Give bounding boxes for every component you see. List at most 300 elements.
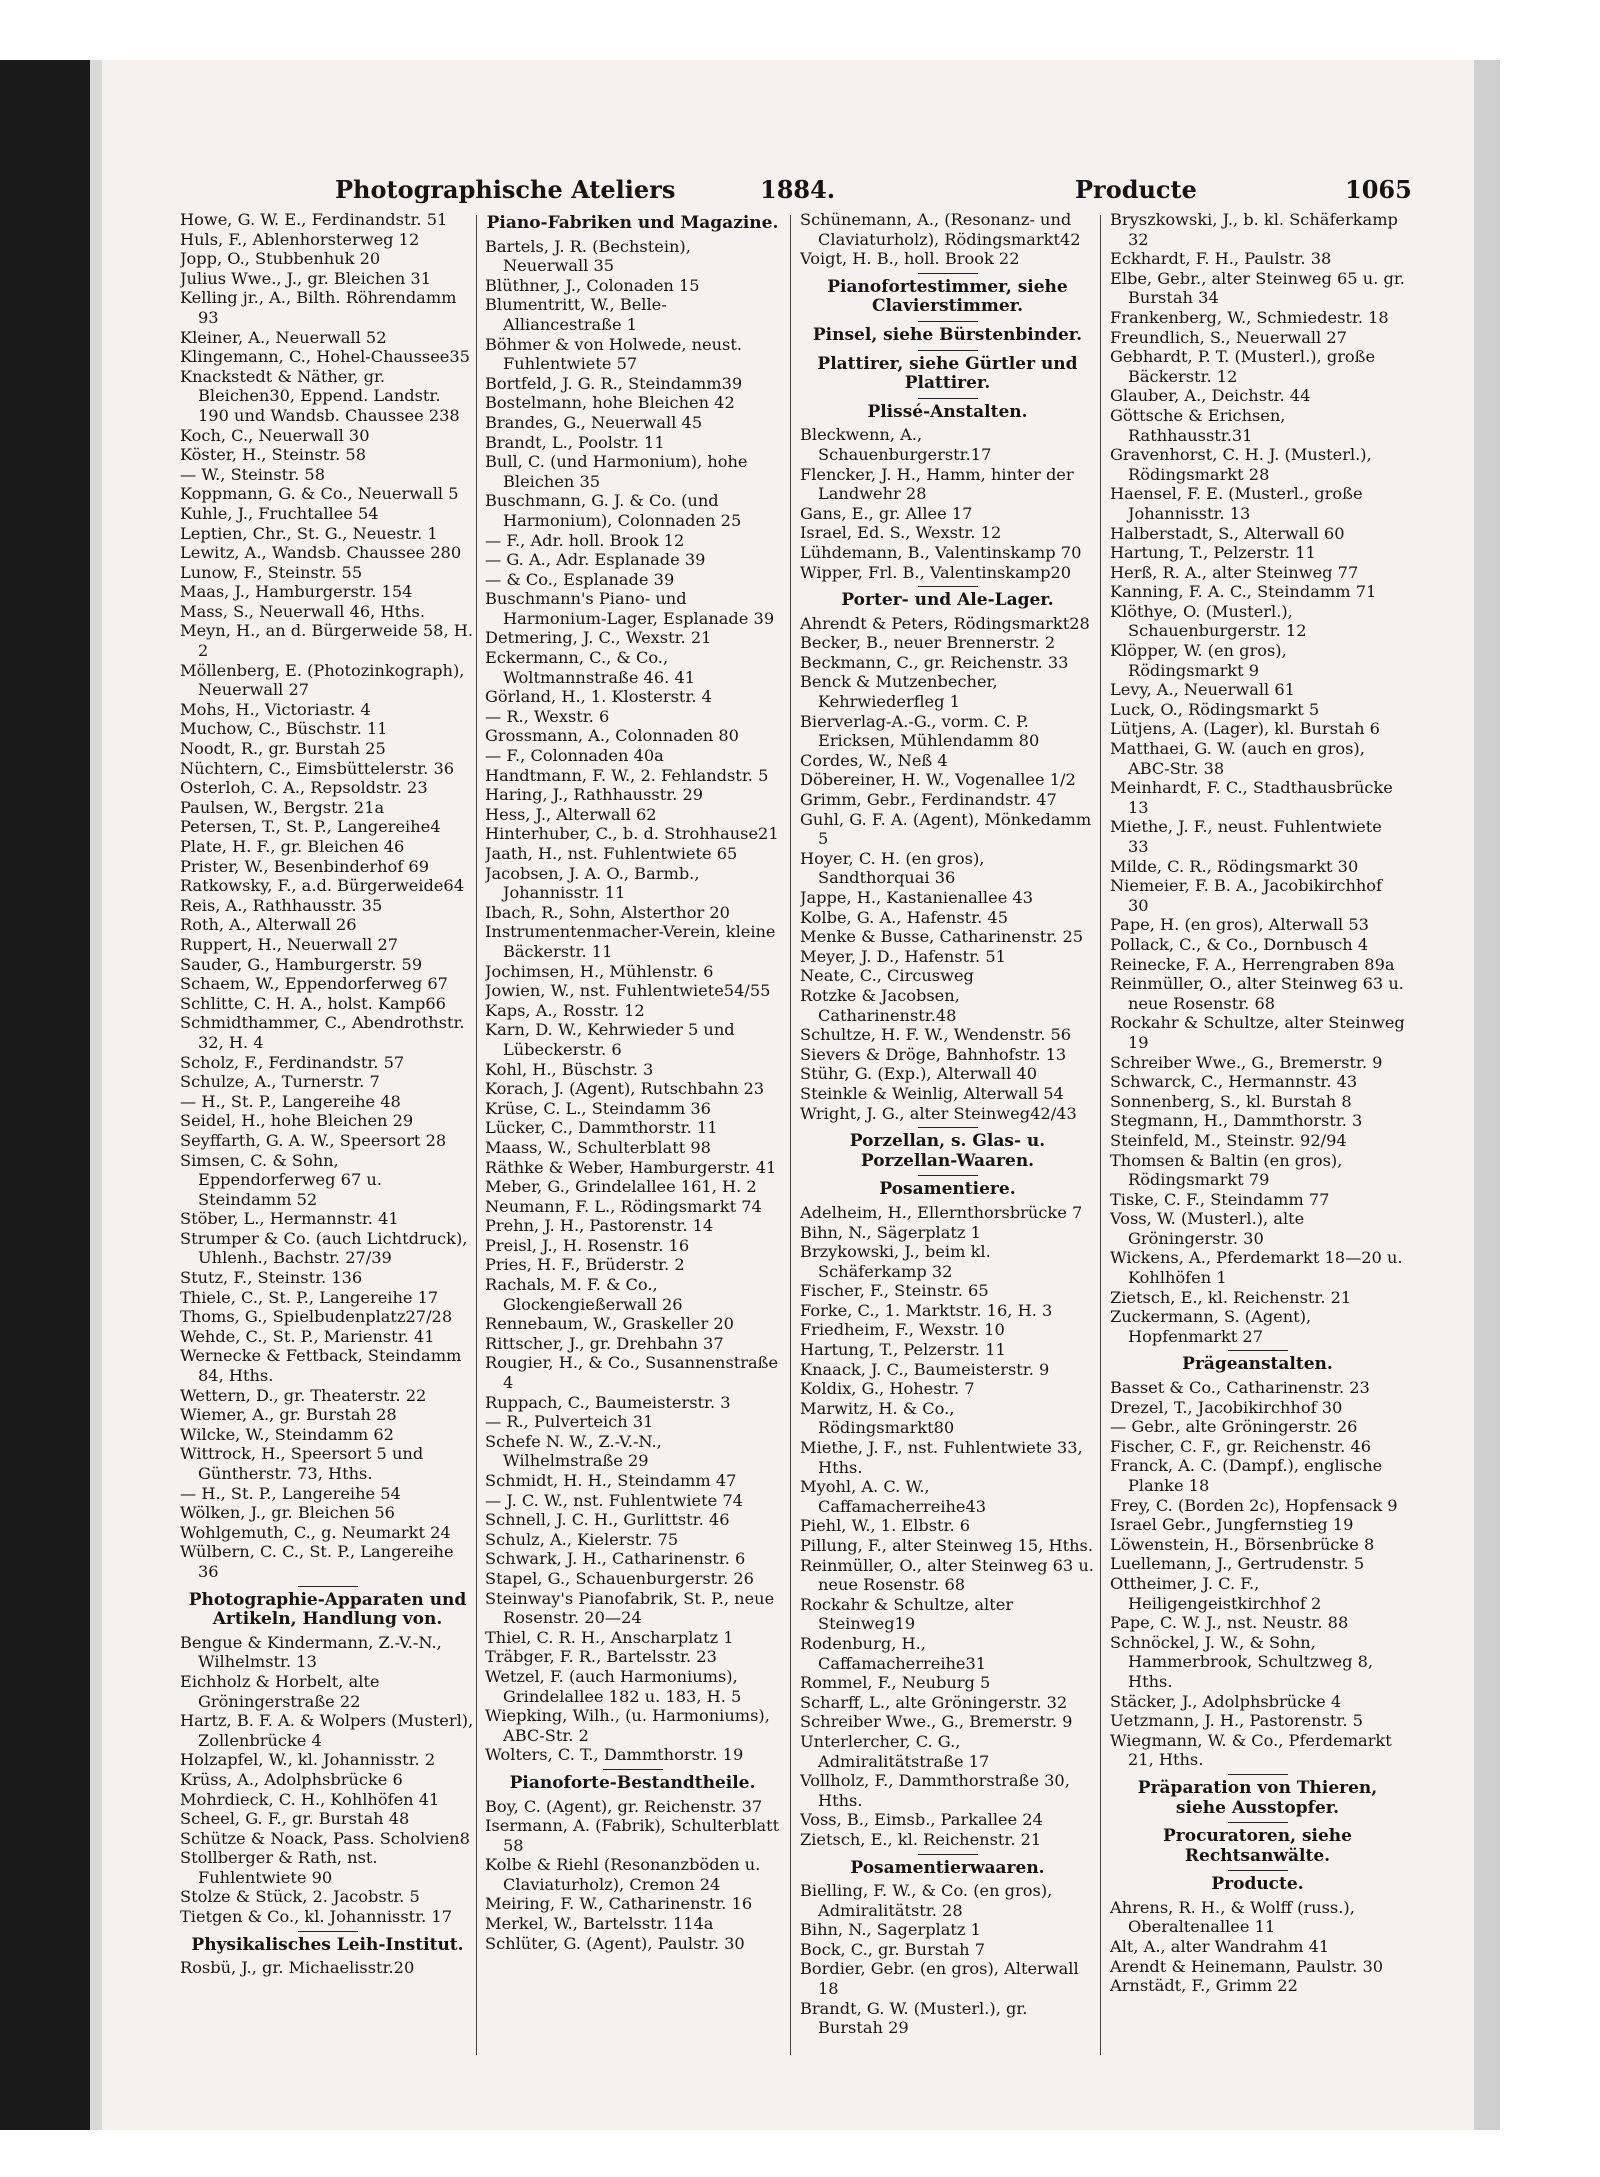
directory-entry: Bartels, J. R. (Bechstein), Neuerwall 35 bbox=[485, 236, 691, 276]
directory-entry: Hess, J., Alterwall 62 bbox=[485, 804, 657, 824]
directory-entry: Wetzel, F. (auch Harmoniums), Grindelallee 182 u. 183, H. 5 bbox=[485, 1666, 742, 1706]
directory-entry: Lücker, C., Dammthorstr. 11 bbox=[485, 1118, 718, 1138]
directory-entry: Jowien, W., nst. Fuhlentwiete54/55 bbox=[485, 981, 771, 1001]
directory-entry: — & Co., Esplanade 39 bbox=[485, 569, 675, 589]
section-heading: Plattirer, siehe Gürtler und Plattirer. bbox=[817, 353, 1078, 394]
directory-entry: Schütze & Noack, Pass. Scholvien8 bbox=[180, 1828, 470, 1848]
directory-entry: Jacobsen, J. A. O., Barmb., Johannisstr. 11 bbox=[485, 863, 700, 903]
directory-entry: Koch, C., Neuerwall 30 bbox=[180, 425, 370, 445]
section-heading: Plissé-Anstalten. bbox=[867, 401, 1028, 422]
section-heading: Procuratoren, siehe Rechtsanwälte. bbox=[1163, 1826, 1352, 1866]
column-divider bbox=[790, 215, 791, 2055]
directory-entry: Koppmann, G. & Co., Neuerwall 5 bbox=[180, 484, 459, 504]
directory-entry: Wipper, Frl. B., Valentinskamp20 bbox=[800, 562, 1072, 582]
directory-entry: Thoms, G., Spielbudenplatz27/28 bbox=[180, 1307, 453, 1327]
directory-entry: Jappe, H., Kastanienallee 43 bbox=[800, 888, 1034, 907]
directory-entry: Gans, E., gr. Allee 17 bbox=[800, 503, 973, 523]
directory-entry: Rosbü, J., gr. Michaelisstr.20 bbox=[180, 1958, 415, 1978]
running-header bbox=[200, 175, 1412, 215]
directory-entry: Miethe, J. F., neust. Fuhlentwiete 33 bbox=[1110, 817, 1382, 856]
directory-entry: Möllenberg, E. (Photozinkograph), Neuerwall 27 bbox=[180, 660, 465, 700]
directory-entry: Israel Gebr., Jungfernstieg 19 bbox=[1110, 1515, 1354, 1535]
directory-entry: — H., St. P., Langereihe 48 bbox=[180, 1091, 401, 1111]
directory-entry: Steinway's Pianofabrik, St. P., neue Rosenstr. 20—24 bbox=[485, 1588, 775, 1628]
directory-entry: Karn, D. W., Kehrwieder 5 und Lübeckerstr. 6 bbox=[485, 1020, 735, 1059]
directory-entry: Strumper & Co. (auch Lichtdruck), Uhlenh., Bachstr. 27/39 bbox=[180, 1228, 468, 1268]
directory-entry: Stollberger & Rath, nst. Fuhlentwiete 90 bbox=[180, 1848, 378, 1887]
directory-entry: Frankenberg, W., Schmiedestr. 18 bbox=[1110, 307, 1389, 327]
directory-entry: Böhmer & von Holwede, neust. Fuhlentwiete 57 bbox=[485, 334, 742, 374]
section-rule bbox=[918, 1854, 978, 1855]
directory-entry: Vollholz, F., Dammthorstraße 30, Hths. bbox=[800, 1771, 1070, 1810]
directory-entry: — J. C. W., nst. Fuhlentwiete 74 bbox=[485, 1490, 743, 1510]
section-rule bbox=[918, 1175, 978, 1176]
directory-entry: — F., Colonnaden 40a bbox=[485, 746, 664, 766]
directory-entry: — Gebr., alte Gröningerstr. 26 bbox=[1110, 1417, 1358, 1437]
section-heading: Pianofortestimmer, siehe Clavierstimmer. bbox=[827, 276, 1068, 317]
section-heading: Physikalisches Leih-Institut. bbox=[191, 1934, 464, 1955]
section-heading: Photographie-Apparaten und Artikeln, Handlung von. bbox=[188, 1589, 467, 1630]
header-year: 1884. bbox=[760, 175, 836, 204]
directory-entry: Scharff, L., alte Gröningerstr. 32 bbox=[800, 1692, 1068, 1712]
directory-entry: Plate, H. F., gr. Bleichen 46 bbox=[180, 837, 405, 856]
column-4 bbox=[1110, 210, 1405, 2050]
directory-entry: Detmering, J. C., Wexstr. 21 bbox=[485, 628, 712, 648]
directory-entry: Meyer, J. D., Hafenstr. 51 bbox=[800, 946, 1006, 966]
directory-entry: Koldix, G., Hohestr. 7 bbox=[800, 1379, 975, 1399]
directory-entry: Neumann, F. L., Rödingsmarkt 74 bbox=[485, 1196, 762, 1216]
directory-entry: Meiring, F. W., Catharinenstr. 16 bbox=[485, 1894, 753, 1914]
directory-entry: Levy, A., Neuerwall 61 bbox=[1110, 680, 1295, 700]
directory-entry: Maas, J., Hamburgerstr. 154 bbox=[180, 582, 413, 602]
directory-entry: Buschmann, G. J. & Co. (und Harmonium), Colonnaden 25 bbox=[485, 491, 742, 530]
directory-entry: Alt, A., alter Wandrahm 41 bbox=[1110, 1937, 1330, 1957]
directory-entry: Kaps, A., Rosstr. 12 bbox=[485, 1000, 645, 1020]
directory-entry: Eckermann, C., & Co., Woltmannstraße 46. 41 bbox=[485, 648, 696, 687]
directory-entry: Schreiber Wwe., G., Bremerstr. 9 bbox=[800, 1712, 1073, 1732]
directory-entry: Fischer, C. F., gr. Reichenstr. 46 bbox=[1110, 1436, 1371, 1456]
section-heading: Pianoforte-Bestandtheile. bbox=[509, 1772, 756, 1793]
directory-entry: Kanning, F. A. C., Steindamm 71 bbox=[1110, 582, 1377, 602]
directory-entry: Benck & Mutzenbecher, Kehrwiederfleg 1 bbox=[800, 672, 998, 712]
directory-entry: — G. A., Adr. Esplanade 39 bbox=[485, 550, 706, 570]
directory-entry: Steinkle & Weinlig, Alterwall 54 bbox=[800, 1083, 1064, 1103]
directory-entry: Buschmann's Piano- und Harmonium-Lager, Esplanade 39 bbox=[485, 589, 775, 628]
directory-entry: Schnöckel, J. W., & Sohn, Hammerbrook, Schultzweg 8, Hths. bbox=[1110, 1632, 1374, 1691]
directory-entry: Brandes, G., Neuerwall 45 bbox=[485, 412, 703, 432]
directory-entry: Hartung, T., Pelzerstr. 11 bbox=[1110, 543, 1316, 563]
directory-entry: Gebhardt, P. T. (Musterl.), große Bäckerstr. 12 bbox=[1110, 347, 1376, 386]
directory-entry: Mohs, H., Victoriastr. 4 bbox=[180, 699, 371, 719]
directory-entry: Stolze & Stück, 2. Jacobstr. 5 bbox=[180, 1887, 420, 1907]
directory-entry: Pillung, F., alter Steinweg 15, Hths. bbox=[800, 1536, 1093, 1555]
section-rule bbox=[918, 321, 978, 322]
directory-entry: Glauber, A., Deichstr. 44 bbox=[1110, 386, 1311, 406]
directory-entry: Osterloh, C. A., Repsoldstr. 23 bbox=[180, 778, 428, 798]
directory-entry: Klöpper, W. (en gros), Rödingsmarkt 9 bbox=[1110, 641, 1287, 680]
directory-entry: Krüse, C. L., Steindamm 36 bbox=[485, 1098, 711, 1118]
directory-entry: Schwarck, C., Hermannstr. 43 bbox=[1110, 1072, 1358, 1092]
directory-entry: Schulz, A., Kielerstr. 75 bbox=[485, 1529, 679, 1549]
directory-entry: Mohrdieck, C. H., Kohlhöfen 41 bbox=[180, 1789, 440, 1809]
directory-entry: Schultze, H. F. W., Wendenstr. 56 bbox=[800, 1025, 1072, 1045]
directory-entry: Jaath, H., nst. Fuhlentwiete 65 bbox=[485, 844, 738, 863]
directory-entry: Meyn, H., an d. Bürgerweide 58, H. 2 bbox=[180, 621, 474, 661]
directory-entry: Herß, R. A., alter Steinweg 77 bbox=[1110, 562, 1359, 582]
directory-entry: — R., Wexstr. 6 bbox=[485, 706, 610, 726]
directory-entry: Sonnenberg, S., kl. Burstah 8 bbox=[1110, 1091, 1352, 1111]
directory-entry: Görland, H., 1. Klosterstr. 4 bbox=[485, 687, 712, 707]
directory-entry: Prister, W., Besenbinderhof 69 bbox=[180, 856, 430, 876]
directory-entry: Wiepking, Wilh., (u. Harmoniums), ABC-Str. 2 bbox=[485, 1706, 770, 1745]
directory-entry: Bihn, N., Sagerplatz 1 bbox=[800, 1920, 981, 1940]
directory-entry: Franck, A. C. (Dampf.), englische Planke 18 bbox=[1110, 1456, 1383, 1495]
directory-entry: Brzykowski, J., beim kl. Schäferkamp 32 bbox=[800, 1242, 991, 1281]
directory-entry: Jopp, O., Stubbenhuk 20 bbox=[180, 249, 381, 269]
directory-entry: Kolbe, G. A., Hafenstr. 45 bbox=[800, 907, 1009, 927]
directory-entry: Pape, H. (en gros), Alterwall 53 bbox=[1110, 915, 1369, 935]
directory-entry: Köster, H., Steinstr. 58 bbox=[180, 445, 367, 465]
directory-entry: Merkel, W., Bartelsstr. 114a bbox=[485, 1914, 714, 1934]
directory-entry: Forke, C., 1. Marktstr. 16, H. 3 bbox=[800, 1300, 1053, 1320]
directory-entry: Schreiber Wwe., G., Bremerstr. 9 bbox=[1110, 1052, 1383, 1072]
directory-entry: Wickens, A., Pferdemarkt 18—20 u. Kohlhöfen 1 bbox=[1110, 1248, 1403, 1288]
directory-entry: Simsen, C. & Sohn, Eppendorferweg 67 u. Steindamm 52 bbox=[180, 1150, 382, 1209]
directory-entry: Seyffarth, G. A. W., Speersort 28 bbox=[180, 1130, 447, 1150]
directory-entry: Matthaei, G. W. (auch en gros), ABC-Str. 38 bbox=[1110, 739, 1365, 778]
directory-entry: Isermann, A. (Fabrik), Schulterblatt 58 bbox=[485, 1816, 780, 1855]
directory-entry: Schlüter, G. (Agent), Paulstr. 30 bbox=[485, 1933, 745, 1953]
directory-entry: Wiegmann, W. & Co., Pferdemarkt 21, Hths. bbox=[1110, 1730, 1392, 1770]
directory-entry: Rockahr & Schultze, alter Steinweg 19 bbox=[1110, 1013, 1405, 1052]
directory-entry: Schulze, A., Turnerstr. 7 bbox=[180, 1072, 380, 1092]
directory-entry: Pape, C. W. J., nst. Neustr. 88 bbox=[1110, 1613, 1349, 1633]
directory-entry: Kuhle, J., Fruchtallee 54 bbox=[180, 503, 379, 523]
directory-entry: Marwitz, H. & Co., Rödingsmarkt80 bbox=[800, 1398, 955, 1438]
directory-entry: Steinfeld, M., Steinstr. 92/94 bbox=[1110, 1130, 1347, 1150]
directory-entry: — R., Pulverteich 31 bbox=[485, 1412, 654, 1432]
directory-entry: Friedheim, F., Wexstr. 10 bbox=[800, 1320, 1005, 1340]
directory-entry: Stegmann, H., Dammthorstr. 3 bbox=[1110, 1111, 1363, 1131]
directory-entry: Bleckwenn, A., Schauenburgerstr.17 bbox=[800, 425, 992, 464]
directory-entry: Lütjens, A. (Lager), kl. Burstah 6 bbox=[1110, 719, 1380, 739]
directory-entry: Wülbern, C. C., St. P., Langereihe 36 bbox=[180, 1542, 454, 1581]
directory-entry: Pollack, C., & Co., Dornbusch 4 bbox=[1110, 934, 1369, 954]
directory-entry: Zietsch, E., kl. Reichenstr. 21 bbox=[800, 1829, 1042, 1849]
directory-entry: Frey, C. (Borden 2c), Hopfensack 9 bbox=[1110, 1495, 1398, 1515]
directory-entry: Wittrock, H., Speersort 5 und Güntherstr. 73, Hths. bbox=[180, 1444, 424, 1483]
directory-entry: Reis, A., Rathhausstr. 35 bbox=[180, 895, 383, 915]
section-rule bbox=[1228, 1870, 1288, 1871]
directory-entry: Bihn, N., Sägerplatz 1 bbox=[800, 1222, 981, 1242]
directory-entry: Wehde, C., St. P., Marienstr. 41 bbox=[180, 1326, 435, 1346]
directory-entry: Träbger, F. R., Bartelsstr. 23 bbox=[485, 1647, 717, 1667]
directory-entry: Meinhardt, F. C., Stadthausbrücke 13 bbox=[1110, 778, 1393, 817]
directory-entry: Ahrens, R. H., & Wolff (russ.), Oberaltenallee 11 bbox=[1110, 1897, 1355, 1937]
directory-entry: Bielling, F. W., & Co. (en gros), Admiralitätstr. 28 bbox=[800, 1881, 1053, 1920]
directory-entry: Haring, J., Rathhausstr. 29 bbox=[485, 785, 704, 805]
directory-entry: Korach, J. (Agent), Rutschbahn 23 bbox=[485, 1079, 765, 1099]
directory-entry: Blumentritt, W., Belle-Alliancestraße 1 bbox=[485, 295, 667, 334]
section-heading: Posamentierwaaren. bbox=[850, 1857, 1045, 1878]
directory-entry: Klöthye, O. (Musterl.), Schauenburgerstr. 12 bbox=[1110, 601, 1307, 641]
directory-entry: Grossmann, A., Colonnaden 80 bbox=[485, 726, 739, 746]
directory-entry: Jochimsen, H., Mühlenstr. 6 bbox=[485, 961, 714, 981]
directory-entry: Instrumentenmacher-Verein, kleine Bäckerstr. 11 bbox=[485, 922, 776, 961]
directory-entry: Ahrendt & Peters, Rödingsmarkt28 bbox=[800, 613, 1090, 633]
directory-entry: Bortfeld, J. G. R., Steindamm39 bbox=[485, 373, 743, 393]
section-heading: Piano-Fabriken und Magazine. bbox=[486, 213, 779, 233]
directory-entry: Paulsen, W., Bergstr. 21a bbox=[180, 797, 385, 817]
directory-entry: Schmidthammer, C., Abendrothstr. 32, H. 4 bbox=[180, 1013, 465, 1052]
directory-entry: Eckhardt, F. H., Paulstr. 38 bbox=[1110, 249, 1332, 269]
section-rule bbox=[298, 1586, 358, 1587]
column-divider bbox=[1100, 215, 1101, 2055]
column-3 bbox=[800, 210, 1095, 2050]
directory-entry: Pries, H. F., Brüderstr. 2 bbox=[485, 1255, 685, 1275]
directory-entry: Haensel, F. E. (Musterl., große Johannisstr. 13 bbox=[1110, 484, 1363, 523]
directory-entry: Handtmann, F. W., 2. Fehlandstr. 5 bbox=[485, 765, 769, 785]
directory-entry: Boy, C. (Agent), gr. Reichenstr. 37 bbox=[485, 1796, 763, 1816]
directory-entry: Thiele, C., St. P., Langereihe 17 bbox=[180, 1287, 439, 1307]
section-heading: Porter- und Ale-Lager. bbox=[841, 590, 1054, 611]
directory-entry: Kleiner, A., Neuerwall 52 bbox=[180, 327, 387, 347]
directory-entry: Scholz, F., Ferdinandstr. 57 bbox=[180, 1052, 405, 1072]
directory-entry: Sauder, G., Hamburgerstr. 59 bbox=[180, 954, 423, 974]
directory-entry: Ratkowsky, F., a.d. Bürgerweide64 bbox=[180, 876, 465, 896]
directory-entry: Bryszkowski, J., b. kl. Schäferkamp 32 bbox=[1110, 210, 1398, 249]
column-1 bbox=[180, 210, 475, 2050]
directory-entry: Howe, G. W. E., Ferdinandstr. 51 bbox=[180, 210, 448, 229]
directory-entry: Tiske, C. F., Steindamm 77 bbox=[1110, 1189, 1330, 1209]
directory-entry: Wilcke, W., Steindamm 62 bbox=[180, 1424, 394, 1444]
column-divider bbox=[476, 215, 477, 2055]
scan-fold-edge bbox=[90, 60, 102, 2130]
directory-entry: Lühdemann, B., Valentinskamp 70 bbox=[800, 542, 1082, 562]
directory-entry: Stapel, G., Schauenburgerstr. 26 bbox=[485, 1568, 754, 1588]
directory-entry: Löwenstein, H., Börsenbrücke 8 bbox=[1110, 1534, 1375, 1554]
directory-entry: Menke & Busse, Catharinenstr. 25 bbox=[800, 927, 1084, 947]
directory-entry: Fischer, F., Steinstr. 65 bbox=[800, 1281, 989, 1301]
header-right-title: Producte bbox=[1075, 175, 1197, 204]
directory-entry: Wolters, C. T., Dammthorstr. 19 bbox=[485, 1745, 744, 1765]
directory-entry: Myohl, A. C. W., Caffamacherreihe43 bbox=[800, 1477, 987, 1516]
column-2 bbox=[485, 210, 780, 2050]
directory-entry: Lewitz, A., Wandsb. Chaussee 280 bbox=[180, 543, 462, 563]
directory-entry: Krüss, A., Adolphsbrücke 6 bbox=[180, 1769, 403, 1789]
directory-entry: — F., Adr. holl. Brook 12 bbox=[485, 530, 685, 550]
directory-entry: Voigt, H. B., holl. Brook 22 bbox=[800, 249, 1020, 269]
directory-entry: Julius Wwe., J., gr. Bleichen 31 bbox=[180, 268, 432, 288]
directory-entry: Petersen, T., St. P., Langereihe4 bbox=[180, 817, 441, 837]
directory-entry: Hoyer, C. H. (en gros), Sandthorquai 36 bbox=[800, 848, 985, 888]
directory-entry: — H., St. P., Langereihe 54 bbox=[180, 1483, 401, 1503]
section-rule bbox=[918, 273, 978, 274]
directory-entry: Maass, W., Schulterblatt 98 bbox=[485, 1137, 711, 1157]
directory-entry: Luellemann, J., Gertrudenstr. 5 bbox=[1110, 1554, 1365, 1574]
directory-entry: Stutz, F., Steinstr. 136 bbox=[180, 1268, 363, 1288]
directory-entry: Roth, A., Alterwall 26 bbox=[180, 915, 357, 935]
directory-entry: Wölken, J., gr. Bleichen 56 bbox=[180, 1503, 395, 1523]
section-rule bbox=[1228, 1774, 1288, 1775]
directory-entry: Lunow, F., Steinstr. 55 bbox=[180, 562, 363, 582]
directory-entry: Kelling jr., A., Bilth. Röhrendamm 93 bbox=[180, 288, 457, 327]
section-heading: Pinsel, siehe Bürstenbinder. bbox=[812, 324, 1083, 345]
directory-entry: — W., Steinstr. 58 bbox=[180, 464, 326, 484]
directory-entry: Reinmüller, O., alter Steinweg 63 u. neue Rosenstr. 68 bbox=[1110, 974, 1404, 1013]
directory-entry: Leptien, Chr., St. G., Neuestr. 1 bbox=[180, 523, 438, 543]
directory-entry: Huls, F., Ablenhorsterweg 12 bbox=[180, 229, 420, 249]
directory-entry: Rotzke & Jacobsen, Catharinenstr.48 bbox=[800, 985, 960, 1025]
directory-entry: Holzapfel, W., kl. Johannisstr. 2 bbox=[180, 1750, 436, 1770]
directory-entry: Rachals, M. F. & Co., Glockengießerwall 26 bbox=[485, 1275, 683, 1314]
directory-entry: Göttsche & Erichsen, Rathhausstr.31 bbox=[1110, 405, 1286, 445]
section-heading: Producte. bbox=[1211, 1874, 1304, 1895]
directory-entry: Uetzmann, J. H., Pastorenstr. 5 bbox=[1110, 1711, 1363, 1731]
directory-entry: Elbe, Gebr., alter Steinweg 65 u. gr. Burstah 34 bbox=[1110, 268, 1405, 308]
directory-entry: Israel, Ed. S., Wexstr. 12 bbox=[800, 523, 1002, 543]
directory-entry: Bierverlag-A.-G., vorm. C. P. Ericksen, Mühlendamm 80 bbox=[800, 711, 1040, 751]
directory-entry: Sievers & Dröge, Bahnhofstr. 13 bbox=[800, 1044, 1067, 1064]
directory-entry: Stäcker, J., Adolphsbrücke 4 bbox=[1110, 1691, 1342, 1711]
directory-entry: Döbereiner, H. W., Vogenallee 1/2 bbox=[800, 770, 1076, 790]
directory-entry: Brandt, L., Poolstr. 11 bbox=[485, 432, 665, 452]
directory-entry: Cordes, W., Neß 4 bbox=[800, 750, 948, 770]
directory-entry: Thomsen & Baltin (en gros), Rödingsmarkt 79 bbox=[1110, 1150, 1343, 1190]
directory-entry: Eichholz & Horbelt, alte Gröningerstraße 22 bbox=[180, 1671, 380, 1711]
directory-entry: Adelheim, H., Ellernthorsbrücke 7 bbox=[800, 1202, 1083, 1222]
section-rule bbox=[918, 350, 978, 351]
directory-entry: Ruppach, C., Baumeisterstr. 3 bbox=[485, 1392, 731, 1412]
directory-entry: Flencker, J. H., Hamm, hinter der Landwehr 28 bbox=[800, 464, 1074, 504]
directory-entry: Voss, B., Eimsb., Parkallee 24 bbox=[800, 1810, 1043, 1830]
directory-entry: Guhl, G. F. A. (Agent), Mönkedamm 5 bbox=[800, 809, 1092, 849]
directory-entry: Hartz, B. F. A. & Wolpers (Musterl), Zollenbrücke 4 bbox=[180, 1711, 474, 1750]
directory-entry: Neate, C., Circusweg bbox=[800, 966, 974, 986]
directory-entry: Halberstadt, S., Alterwall 60 bbox=[1110, 523, 1345, 543]
directory-entry: Arendt & Heinemann, Paulstr. 30 bbox=[1110, 1956, 1384, 1976]
directory-entry: Meber, G., Grindelallee 161, H. 2 bbox=[485, 1177, 757, 1197]
directory-entry: Piehl, W., 1. Elbstr. 6 bbox=[800, 1516, 971, 1536]
directory-entry: Stöber, L., Hermannstr. 41 bbox=[180, 1209, 399, 1229]
directory-entry: Bock, C., gr. Burstah 7 bbox=[800, 1939, 986, 1959]
directory-entry: Prehn, J. H., Pastorenstr. 14 bbox=[485, 1216, 714, 1236]
directory-entry: Kolbe & Riehl (Resonanzböden u. Claviaturholz), Cremon 24 bbox=[485, 1855, 761, 1894]
directory-entry: Miethe, J. F., nst. Fuhlentwiete 33, Hths. bbox=[800, 1438, 1083, 1477]
directory-entry: Thiel, C. R. H., Anscharplatz 1 bbox=[485, 1627, 734, 1647]
directory-entry: Luck, O., Rödingsmarkt 5 bbox=[1110, 699, 1320, 719]
directory-entry: Schünemann, A., (Resonanz- und Claviaturholz), Rödingsmarkt42 bbox=[800, 210, 1081, 249]
directory-entry: Scheel, G. F., gr. Burstah 48 bbox=[180, 1809, 410, 1829]
directory-entry: Knackstedt & Näther, gr. Bleichen30, Eppend. Landstr. 190 und Wandsb. Chaussee 238 bbox=[180, 366, 460, 425]
directory-entry: Bostelmann, hohe Bleichen 42 bbox=[485, 393, 735, 413]
directory-entry: Ottheimer, J. C. F., Heiligengeistkirchhof 2 bbox=[1110, 1573, 1322, 1613]
directory-entry: Knaack, J. C., Baumeisterstr. 9 bbox=[800, 1359, 1050, 1379]
directory-entry: Freundlich, S., Neuerwall 27 bbox=[1110, 327, 1347, 347]
directory-entry: Becker, B., neuer Brennerstr. 2 bbox=[800, 633, 1056, 653]
directory-entry: Seidel, H., hohe Bleichen 29 bbox=[180, 1111, 414, 1131]
directory-entry: Rommel, F., Neuburg 5 bbox=[800, 1673, 991, 1693]
directory-entry: Wernecke & Fettback, Steindamm 84, Hths. bbox=[180, 1346, 462, 1386]
section-rule bbox=[918, 586, 978, 587]
section-heading: Porzellan, s. Glas- u. Porzellan-Waaren. bbox=[849, 1131, 1046, 1171]
directory-entry: Schnell, J. C. H., Gurlittstr. 46 bbox=[485, 1510, 730, 1530]
directory-entry: Niemeier, F. B. A., Jacobikirchhof 30 bbox=[1110, 876, 1383, 915]
section-rule bbox=[1228, 1822, 1288, 1823]
directory-entry: Kohl, H., Büschstr. 3 bbox=[485, 1059, 654, 1079]
directory-entry: Räthke & Weber, Hamburgerstr. 41 bbox=[485, 1157, 777, 1177]
section-heading: Posamentiere. bbox=[879, 1179, 1016, 1200]
directory-entry: Wiemer, A., gr. Burstah 28 bbox=[180, 1405, 397, 1425]
section-rule bbox=[603, 1769, 663, 1770]
directory-entry: Bordier, Gebr. (en gros), Alterwall 18 bbox=[800, 1959, 1079, 1999]
section-rule bbox=[918, 398, 978, 399]
directory-entry: Blüthner, J., Colonaden 15 bbox=[485, 275, 700, 295]
directory-entry: Milde, C. R., Rödingsmarkt 30 bbox=[1110, 856, 1359, 876]
directory-entry: Schmidt, H. H., Steindamm 47 bbox=[485, 1471, 737, 1490]
directory-entry: Bengue & Kindermann, Z.-V.-N., Wilhelmstr. 13 bbox=[180, 1632, 442, 1672]
directory-entry: Arnstädt, F., Grimm 22 bbox=[1110, 1976, 1298, 1996]
directory-entry: Noodt, R., gr. Burstah 25 bbox=[180, 739, 386, 759]
directory-entry: Wettern, D., gr. Theaterstr. 22 bbox=[180, 1385, 427, 1405]
directory-entry: Voss, W. (Musterl.), alte Gröningerstr. 30 bbox=[1110, 1209, 1305, 1248]
directory-entry: Muchow, C., Büschstr. 11 bbox=[180, 719, 388, 739]
directory-entry: Hinterhuber, C., b. d. Strohhause21 bbox=[485, 824, 779, 844]
directory-entry: Zuckermann, S. (Agent), Hopfenmarkt 27 bbox=[1110, 1307, 1312, 1346]
directory-entry: Wohlgemuth, C., g. Neumarkt 24 bbox=[180, 1522, 451, 1542]
header-left-title: Photographische Ateliers bbox=[335, 175, 676, 204]
directory-entry: Gravenhorst, C. H. J. (Musterl.), Rödingsmarkt 28 bbox=[1110, 445, 1372, 484]
section-rule bbox=[298, 1931, 358, 1932]
directory-entry: Brandt, G. W. (Musterl.), gr. Burstah 29 bbox=[800, 1998, 1028, 2038]
directory-entry: Klingemann, C., Hohel-Chaussee35 bbox=[180, 347, 470, 367]
section-rule bbox=[1228, 1350, 1288, 1351]
directory-entry: Basset & Co., Catharinenstr. 23 bbox=[1110, 1378, 1370, 1398]
directory-entry: Ibach, R., Sohn, Alsterthor 20 bbox=[485, 902, 730, 922]
directory-entry: Nüchtern, C., Eimsbüttelerstr. 36 bbox=[180, 758, 455, 778]
directory-entry: Reinmüller, O., alter Steinweg 63 u. neue Rosenstr. 68 bbox=[800, 1555, 1094, 1595]
directory-entry: Rodenburg, H., Caffamacherreihe31 bbox=[800, 1633, 987, 1673]
directory-entry: Zietsch, E., kl. Reichenstr. 21 bbox=[1110, 1287, 1352, 1307]
directory-entry: Drezel, T., Jacobikirchhof 30 bbox=[1110, 1397, 1343, 1417]
page-number: 1065 bbox=[1345, 175, 1412, 204]
directory-entry: Unterlercher, C. G., Admiralitätstraße 17 bbox=[800, 1731, 990, 1771]
directory-entry: Schaem, W., Eppendorferweg 67 bbox=[180, 974, 448, 994]
section-heading: Präparation von Thieren, siehe Ausstopfer. bbox=[1137, 1777, 1378, 1818]
directory-entry: Preisl, J., H. Rosenstr. 16 bbox=[485, 1235, 690, 1255]
directory-entry: Schlitte, C. H. A., holst. Kamp66 bbox=[180, 993, 446, 1013]
directory-entry: Grimm, Gebr., Ferdinandstr. 47 bbox=[800, 790, 1057, 810]
directory-entry: Rockahr & Schultze, alter Steinweg19 bbox=[800, 1594, 1014, 1634]
section-rule bbox=[918, 1127, 978, 1128]
directory-entry: Rougier, H., & Co., Susannenstraße 4 bbox=[485, 1353, 779, 1393]
directory-entry: Schwark, J. H., Catharinenstr. 6 bbox=[485, 1549, 746, 1569]
directory-entry: Stühr, G. (Exp.), Alterwall 40 bbox=[800, 1064, 1038, 1084]
directory-entry: Wright, J. G., alter Steinweg42/43 bbox=[800, 1103, 1077, 1123]
directory-entry: Ruppert, H., Neuerwall 27 bbox=[180, 934, 399, 954]
directory-entry: Bull, C. (und Harmonium), hohe Bleichen 35 bbox=[485, 452, 748, 491]
directory-entry: Rittscher, J., gr. Drehbahn 37 bbox=[485, 1333, 724, 1353]
directory-entry: Tietgen & Co., kl. Johannisstr. 17 bbox=[180, 1907, 452, 1927]
directory-entry: Hartung, T., Pelzerstr. 11 bbox=[800, 1340, 1006, 1360]
directory-entry: Rennebaum, W., Graskeller 20 bbox=[485, 1314, 734, 1334]
directory-entry: Mass, S., Neuerwall 46, Hths. bbox=[180, 601, 425, 621]
directory-entry: Reinecke, F. A., Herrengraben 89a bbox=[1110, 954, 1395, 974]
section-heading: Prägeanstalten. bbox=[1182, 1354, 1333, 1375]
scan-dark-edge bbox=[0, 60, 90, 2130]
directory-entry: Beckmann, C., gr. Reichenstr. 33 bbox=[800, 652, 1069, 672]
directory-entry: Schefe N. W., Z.-V.-N., Wilhelmstraße 29 bbox=[485, 1431, 662, 1471]
